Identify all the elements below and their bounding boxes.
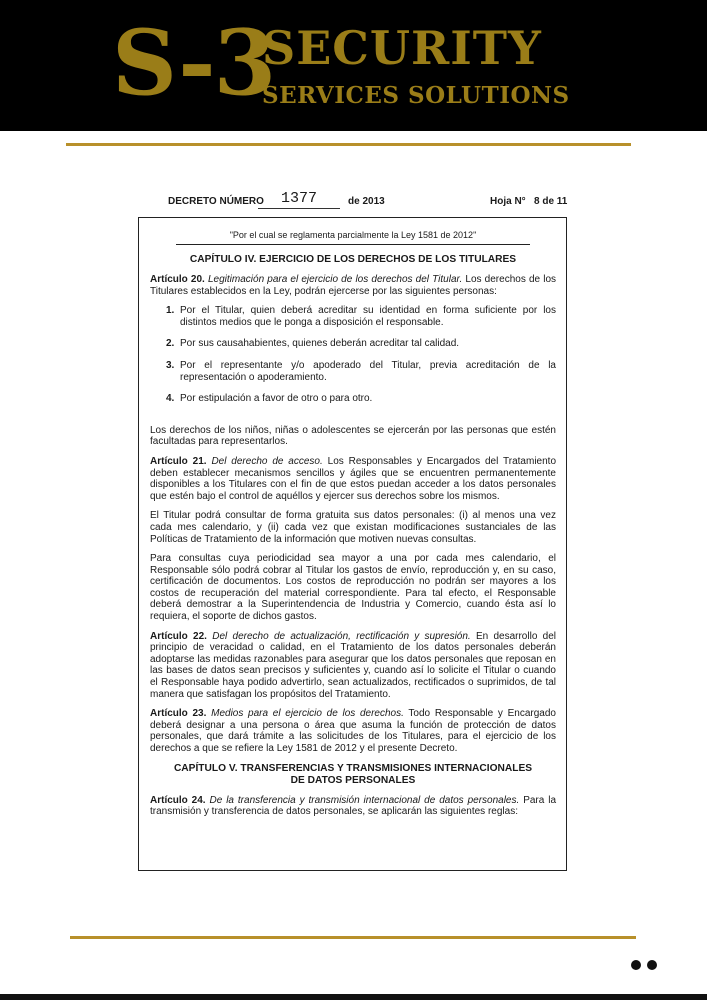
decree-label: DECRETO NÚMERO — [168, 196, 264, 207]
list-item-number: 1. — [166, 305, 175, 317]
sheet-label: Hoja N° — [490, 196, 526, 207]
article-20-title: Legitimación para el ejercicio de los derechos del Titular. — [207, 274, 463, 285]
article-20-text: Los derechos de los Titulares establecidos en la Ley, podrán ejercerse por las siguientes personas: — [150, 274, 557, 297]
list-item-text: Por sus causahabientes, quienes deberán acreditar tal calidad. — [180, 338, 460, 350]
free-consultation-paragraph: El Titular podrá consultar de forma gratuita sus datos personales: (i) al menos una vez cada mes calendario, y (ii) cada vez que existan modificaciones sustanciales de las Políticas de Tratamiento de la información que motiven nuevas consultas. — [150, 510, 556, 545]
list-item — [150, 338, 556, 350]
top-gold-divider — [66, 143, 631, 146]
list-item-text: Por el representante y/o apoderado del Titular, previa acreditación de la representación o apoderamiento. — [180, 359, 556, 383]
article-24-title: De la transferencia y transmisión internacional de datos personales. — [209, 794, 520, 806]
article-22-title: Del derecho de actualización, rectificación y supresión. — [212, 630, 471, 642]
children-rights-paragraph: Los derechos de los niños, niñas o adolescentes se ejercerán por las personas que estén facultadas para representarlos. — [150, 424, 556, 448]
article-23-title: Medios para el ejercicio de los derechos. — [211, 708, 404, 720]
article-23-number: Artículo 23. — [150, 708, 207, 720]
brand-logo-name: SECURITY — [262, 21, 542, 75]
dot-icon — [647, 960, 657, 970]
list-item-number: 3. — [166, 359, 175, 371]
page-dots-indicator — [631, 957, 663, 975]
article-24 — [150, 795, 556, 818]
article-20 — [150, 274, 556, 297]
article-21-title: Del derecho de acceso. — [211, 455, 323, 467]
rights-holders-list — [150, 305, 556, 405]
article-24-text: Para la transmisión y transferencia de datos personales, se aplicarán las siguientes reglas: — [150, 794, 557, 818]
decree-year: de 2013 — [348, 196, 385, 207]
brand-logo-tagline: SERVICES SOLUTIONS — [262, 82, 570, 109]
article-23 — [150, 708, 556, 754]
brand-logo-mark: S-3 — [112, 10, 275, 116]
article-20-number: Artículo 20. — [150, 274, 205, 285]
article-22 — [150, 631, 556, 701]
article-22-text: En desarrollo del principio de veracidad o calidad, en el Tratamiento de los datos personales deberán adoptarse las medidas razonables para asegurar que los datos personales que reposan en las bases de datos sean precisos y suficientes y, cuando así lo solicite el Titular o cuando el Responsable haya podido advertirlo, sean actualizados, rectificados o suprimidos, de tal manera que satisfagan los propósitos del Tratamiento. — [150, 630, 556, 700]
document-frame — [138, 217, 567, 871]
list-item-text: Por estipulación a favor de otro o para otro. — [180, 393, 373, 405]
brand-banner — [0, 0, 707, 131]
chapter-v-title: CAPÍTULO V. TRANSFERENCIAS Y TRANSMISIONES INTERNACIONALES DE DATOS PERSONALES — [173, 762, 533, 786]
article-21-number: Artículo 21. — [150, 455, 207, 467]
decree-number: 1377 — [258, 190, 340, 209]
sheet-number: 8 de 11 — [534, 196, 568, 207]
consultation-cost-paragraph: Para consultas cuya periodicidad sea mayor a una por cada mes calendario, el Responsable sólo podrá cobrar al Titular los gastos de envío, reproducción y, en su caso, certificación de documentos. Los costos de reproducción no podrán ser mayores a los costos de recuperación del material correspondiente. Para tal efecto, el Responsable deberá demostrar a la Superintendencia de Industria y Comercio, cuando ésta así lo requiera, el soporte de dichos gastos. — [150, 553, 556, 623]
chapter-iv-title: CAPÍTULO IV. EJERCICIO DE LOS DERECHOS DE LOS TITULARES — [189, 254, 517, 265]
dot-icon — [631, 960, 641, 970]
list-item — [150, 360, 556, 383]
list-item-number: 4. — [166, 393, 175, 405]
document-body — [150, 229, 556, 826]
list-item-text: Por el Titular, quien deberá acreditar su identidad en forma suficiente por los distintos medios que le ponga a disposición el responsable. — [180, 305, 556, 328]
list-item — [150, 393, 556, 405]
article-21-text: Los Responsables y Encargados del Tratamiento deben establecer mecanismos sencillos y ágiles que se encuentren permanentemente disponibles a los Titulares con el fin de que estos puedan acceder a los datos personales que estén bajo el control de aquéllos y ejercer sus derechos sobre los mismos. — [150, 455, 557, 502]
decree-header — [168, 190, 568, 213]
article-21 — [150, 456, 556, 502]
list-item — [150, 305, 556, 328]
article-24-number: Artículo 24. — [150, 794, 206, 806]
list-item-number: 2. — [166, 338, 175, 350]
footer-bar — [0, 994, 707, 1000]
article-23-text: Todo Responsable y Encargado deberá designar a una persona o área que asuma la función de protección de datos personales, que dará trámite a las solicitudes de los Titulares, para el ejercicio de los derechos a que se refiere la Ley 1581 de 2012 y el presente Decreto. — [150, 708, 556, 754]
article-22-number: Artículo 22. — [150, 630, 207, 642]
bottom-gold-divider — [70, 936, 636, 939]
decree-subtitle: "Por el cual se reglamenta parcialmente la Ley 1581 de 2012" — [176, 229, 530, 245]
